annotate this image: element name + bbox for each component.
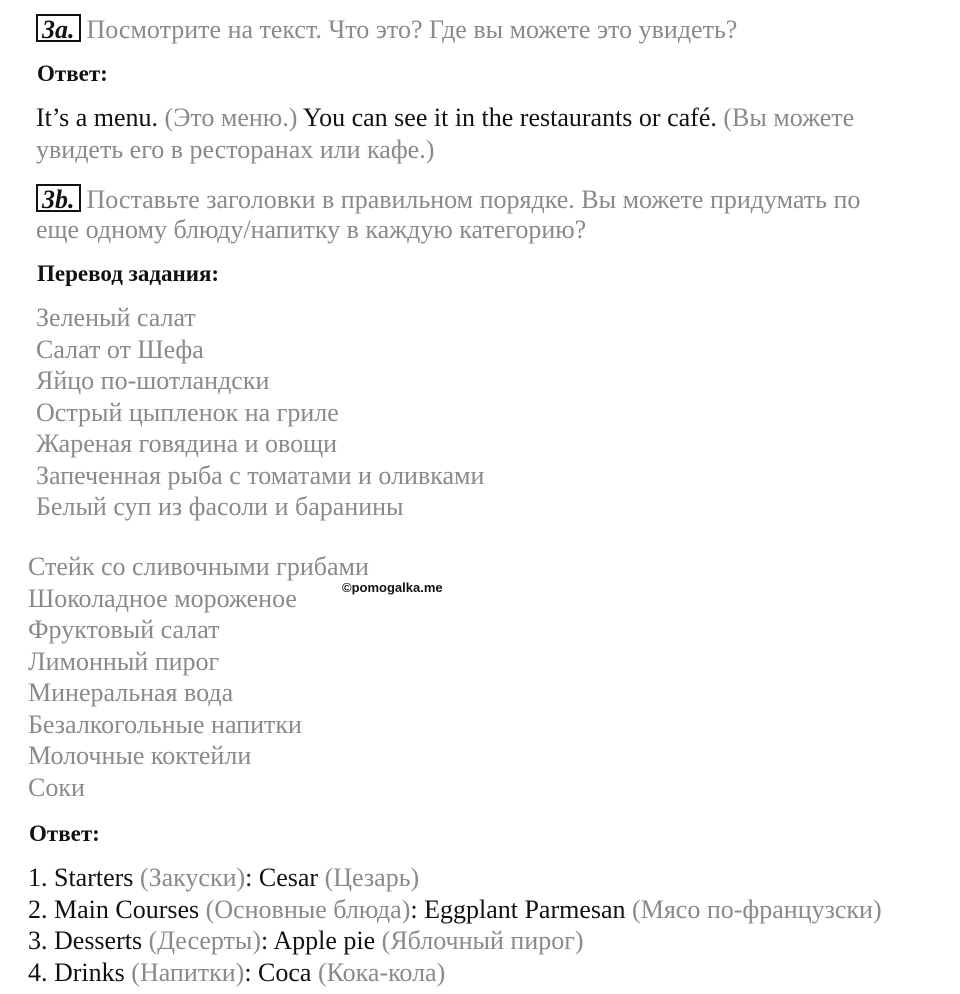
task-3b-header [36, 184, 860, 216]
answer-row: 3. Desserts (Десерты): Apple pie (Яблочный пирог) [28, 926, 584, 955]
task-3a-answer-line2: увидеть его в ресторанах или кафе.) [36, 135, 435, 164]
list-item: Фруктовый салат [28, 615, 220, 644]
answer-row: 1. Starters (Закуски): Cesar (Цезарь) [28, 863, 420, 892]
task-3b-answer-label: Ответ: [29, 821, 100, 846]
list-item: Шоколадное мороженое [28, 583, 297, 613]
task-3b-instruction-line1: Поставьте заголовки в правильном порядке. Вы можете придумать по [86, 185, 861, 214]
answers-list [28, 862, 882, 988]
watermark: ©pomogalka.me [342, 580, 443, 595]
answer-en-1: It’s a menu. [36, 103, 159, 132]
list-item: Минеральная вода [28, 678, 234, 707]
list-item: Запеченная рыба с томатами и оливками [36, 460, 485, 490]
task-3a-instruction: Посмотрите на текст. Что это? Где вы можете это увидеть? [86, 15, 738, 44]
task-3b-instruction-line2: еще одному блюду/напитку в каждую категорию? [36, 215, 587, 244]
answer-ru-2: (Вы можете [723, 103, 855, 132]
task-3a-header [36, 14, 737, 46]
list-item: Салат от Шефа [36, 334, 204, 364]
list-item: Жареная говядина и овощи [36, 429, 338, 458]
task-3b-badge: 3b. [36, 184, 81, 212]
task-3a-answer-label: Ответ: [37, 61, 108, 86]
task-3a-answer-line1 [36, 102, 854, 134]
dishes-list-2 [28, 551, 369, 803]
answer-ru-1: (Это меню.) [164, 103, 298, 132]
answer-en-2: You can see it in the restaurants or café. [302, 103, 717, 132]
list-item: Острый цыпленок на гриле [36, 397, 339, 427]
list-item: Лимонный пирог [28, 646, 220, 676]
list-item: Молочные коктейли [28, 741, 252, 770]
list-item: Безалкогольные напитки [28, 709, 302, 739]
list-item: Белый суп из фасоли и баранины [36, 492, 404, 521]
task-3a-badge: 3a. [36, 14, 81, 42]
answer-row: 4. Drinks (Напитки): Coca (Кока-кола) [28, 957, 446, 987]
task-3b-translation-label: Перевод задания: [37, 261, 220, 286]
list-item: Соки [28, 772, 85, 802]
list-item: Яйцо по-шотландски [36, 366, 270, 395]
list-item: Стейк со сливочными грибами [28, 552, 369, 581]
dishes-list-1 [36, 302, 484, 523]
answer-row: 2. Main Courses (Основные блюда): Eggplant Parmesan (Мясо по-французски) [28, 894, 882, 924]
list-item: Зеленый салат [36, 303, 196, 332]
